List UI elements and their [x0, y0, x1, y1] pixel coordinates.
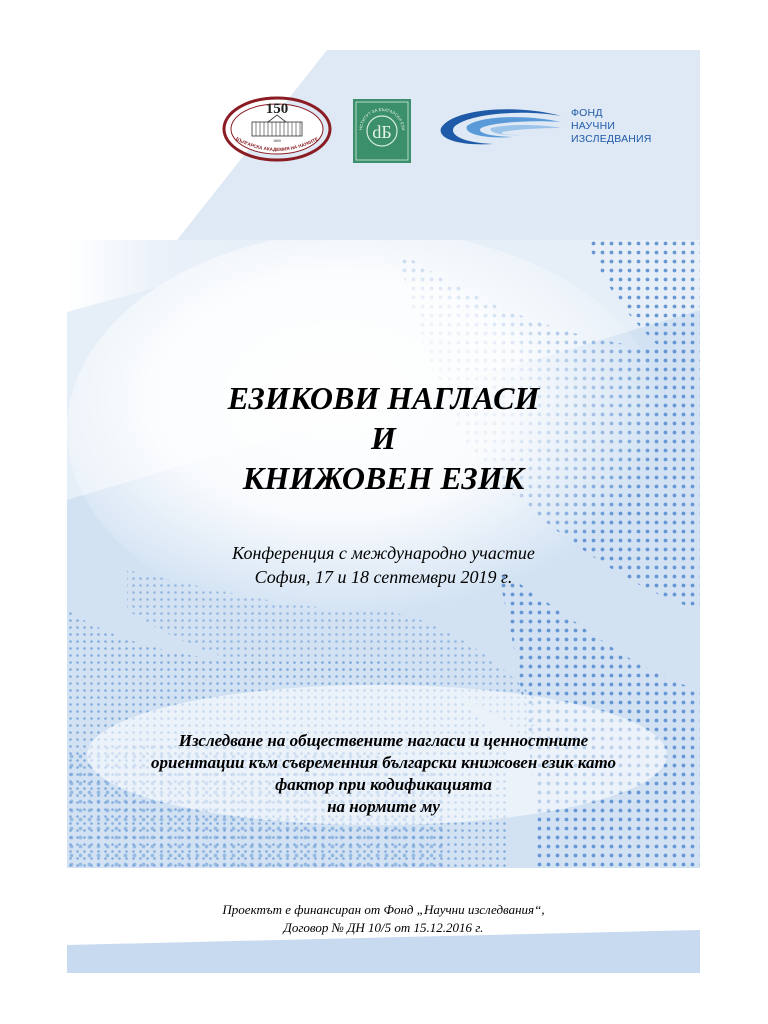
fund-swoosh-icon: [433, 102, 563, 152]
conference-line-2: София, 17 и 18 септември 2019 г.: [254, 567, 513, 587]
conference-line-1: Конференция с международно участие: [232, 543, 535, 563]
title-line-3: КНИЖОВЕН ЕЗИК: [242, 460, 525, 496]
bas-emblem-icon: [222, 96, 332, 162]
title-line-2: И: [371, 420, 396, 456]
svg-text:1869: 1869: [273, 139, 281, 143]
project-line-2: ориентации към съвременния български книжовен език като: [150, 753, 616, 772]
funding-note: [67, 901, 700, 937]
main-title: [67, 378, 700, 498]
funding-line-2: Договор № ДН 10/5 от 15.12.2016 г.: [283, 920, 484, 935]
bas-number: 150: [265, 101, 289, 117]
project-title: [67, 730, 700, 818]
institute-logo: [353, 99, 411, 163]
background-art: [67, 50, 700, 973]
conference-subtitle: [67, 541, 700, 589]
title-line-1: ЕЗИКОВИ НАГЛАСИ: [227, 380, 540, 416]
project-line-1: Изследване на обществените нагласи и ценностните: [178, 731, 589, 750]
institute-emblem-icon: [353, 99, 411, 163]
bas-150-logo: [222, 96, 332, 162]
fund-logo: [433, 102, 683, 152]
project-line-3: фактор при кодификацията: [275, 775, 492, 794]
bas-ring-text: БЪЛГАРСКА АКАДЕМИЯ НА НАУКИТЕ: [235, 136, 319, 153]
institute-ring-text: НСТИТУТ ЗА БЪЛГАРСКИ ЕЗИ: [357, 106, 407, 131]
institute-monogram: dБ: [372, 122, 392, 142]
funding-line-1: Проектът е финансиран от Фонд „Научни изследвания“,: [222, 902, 545, 917]
project-line-4: на нормите му: [327, 797, 440, 816]
fund-name: ФОНД НАУЧНИ ИЗСЛЕДВАНИЯ: [571, 107, 652, 145]
cover-page: [67, 50, 700, 973]
